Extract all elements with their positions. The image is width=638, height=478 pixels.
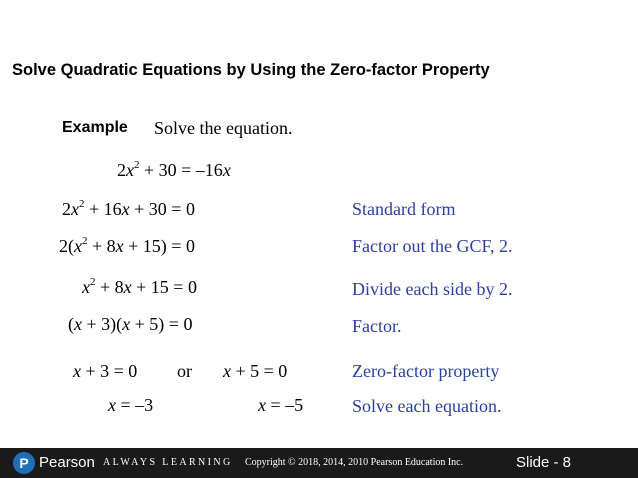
step-zero-factor-left: x + 3 = 0 [73, 361, 138, 381]
slide-title: Solve Quadratic Equations by Using the Zero-factor Property [12, 61, 490, 79]
example-instruction: Solve the equation. [154, 118, 293, 138]
step-standard-form: $2x^2 + 16x + 30 = 0$ [62, 198, 195, 219]
note-divide: Divide each side by 2. [352, 279, 513, 299]
pearson-logo-icon: P [13, 452, 35, 474]
note-factor-gcf: Factor out the GCF, 2. [352, 236, 513, 256]
given-equation: $2x^2 + 30 = -16x$ [117, 159, 231, 180]
brand-name: Pearson [39, 454, 95, 471]
step-factor-gcf: $2(x^2 + 8x + 15) = 0$ [59, 235, 195, 256]
step-zero-factor-right: x + 5 = 0 [223, 361, 288, 381]
step-divide: $x^2 + 8x + 15 = 0$ [82, 276, 197, 297]
slide-number: Slide - 8 [516, 454, 572, 471]
solution-right: x = –5 [258, 395, 304, 415]
brand-tagline: ALWAYS LEARNING [103, 457, 233, 468]
note-solve-each: Solve each equation. [352, 396, 502, 416]
connector-or: or [177, 361, 192, 381]
note-zero-factor: Zero-factor property [352, 361, 500, 381]
solution-left: x = –3 [108, 395, 154, 415]
note-factor: Factor. [352, 316, 402, 336]
step-factor: (x + 3)(x + 5) = 0 [68, 314, 193, 334]
footer-bar [0, 448, 638, 478]
copyright-text: Copyright © 2018, 2014, 2010 Pearson Education Inc. [245, 457, 464, 468]
note-standard-form: Standard form [352, 199, 456, 219]
example-label: Example [62, 119, 128, 136]
